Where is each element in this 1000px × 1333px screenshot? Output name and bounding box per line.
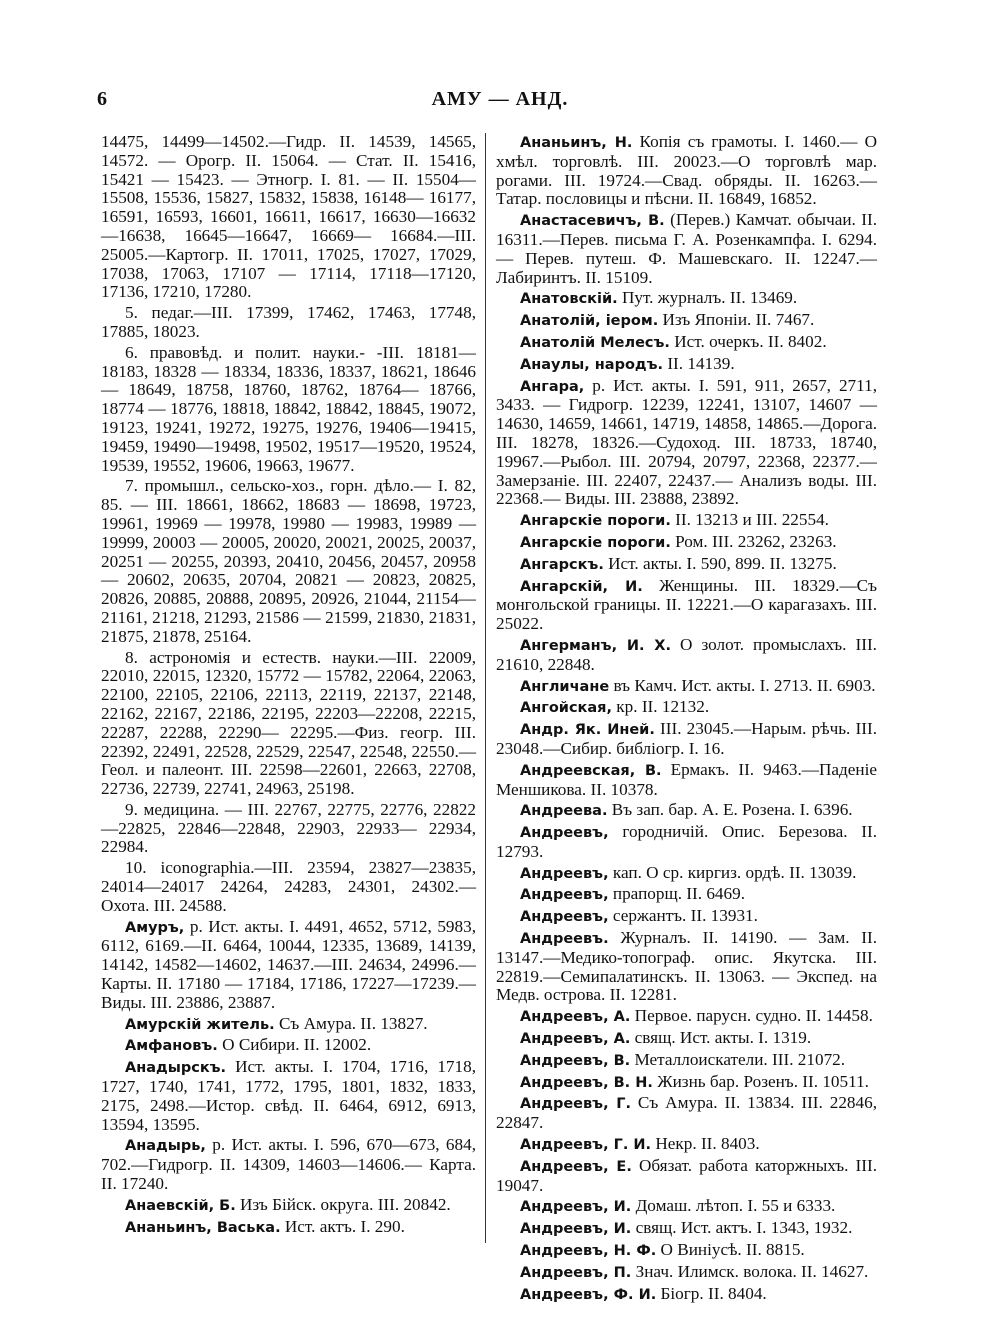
index-entry (496, 311, 877, 331)
entry-text: Ист. актъ. I. 290. (280, 1216, 405, 1236)
index-entry (101, 918, 476, 1013)
entry-text: Жизнь бар. Розенъ. II. 10511. (652, 1071, 869, 1091)
entry-text: въ Камч. Ист. акты. I. 2713. II. 6903. (609, 675, 876, 695)
entry-text: 7. промышл., сельско-хоз., горн. дѣло.— I. 82, 85. — III. 18661, 18662, 18683 — 18698, 19723, 19961, 19969 — 19978, 19980 — 19983, 19989 — 19999, 20003 — 20005, 20020, 20021, 20025, 20037, 20251 — 20255, 20393, 20410, 20456, 20457, 20958 — 20602, 20635, 20704, 20821 — 20823, 20825, 20826, 20885, 20888, 20895, 20926, 21044, 21154—21161, 21218, 21293, 21586 — 21599, 21830, 21831, 21875, 21878, 25164. (101, 476, 476, 646)
entry-headword: Анатолій Мелесъ. (520, 334, 670, 351)
index-entry (496, 211, 877, 287)
index-entry (101, 649, 476, 799)
entry-text: Изъ Японіи. II. 7467. (658, 310, 815, 330)
entry-headword: Андреевъ, Ф. И. (520, 1286, 657, 1303)
entry-headword: Амфановъ. (125, 1038, 218, 1055)
entry-headword: Андреевъ, А. (520, 1031, 631, 1048)
column-divider (485, 133, 486, 1243)
entry-text: Женщины. III. 18329.—Съ монгольской границы. II. 12221.—О карагазахъ. III. 25022. (496, 575, 877, 634)
entry-headword: Андреевская, В. (520, 762, 662, 779)
entry-text: свящ. Ист. актъ. I. 1343, 1932. (631, 1218, 853, 1238)
index-entry (496, 577, 877, 634)
index-entry (101, 1015, 476, 1035)
entry-text: О золот. промыслахъ. III. 21610, 22848. (496, 634, 877, 674)
index-entry (496, 1051, 877, 1071)
index-entry (496, 907, 877, 927)
entry-text: Изъ Бійск. округа. III. 20842. (235, 1194, 451, 1214)
entry-text: II. 14139. (663, 353, 735, 373)
index-entry (496, 761, 877, 800)
entry-text: Журналъ. II. 14190. — Зам. II. 13147.—Медико-топограф. опис. Якутска. III. 22819.—Семипалатинскъ. II. 13063. — Экспед. на Медв. острова. II. 12281. (496, 928, 877, 1005)
entry-text: О Сибири. II. 12002. (217, 1035, 372, 1055)
entry-text: кап. О ср. киргиз. ордѣ. II. 13039. (608, 862, 857, 882)
entry-text: р. Ист. акты. I. 4491, 4652, 5712, 5983, 6112, 6169.—II. 6464, 10044, 12335, 13689, 14139, 14142, 14582—14602, 14637.—III. 24634, 24996.—Карты. II. 17180 — 17184, 17186, 17227—17239.—Виды. III. 23886, 23887. (101, 916, 476, 1012)
entry-headword: Анатолій, іером. (520, 313, 659, 330)
index-entry (496, 864, 877, 884)
entry-headword: Ангерманъ, И. Х. (520, 637, 671, 654)
entry-text: свящ. Ист. акты. I. 1319. (630, 1028, 812, 1048)
entry-headword: Анадырскъ. (125, 1060, 227, 1077)
entry-text: III. 23045.—Нарым. рѣчь. III. 23048.—Сибир. библіогр. I. 16. (496, 719, 877, 758)
index-entry (496, 1157, 877, 1196)
index-entry (496, 1094, 877, 1133)
index-entry (496, 1135, 877, 1155)
index-entry (496, 1197, 877, 1217)
index-entry (496, 1241, 877, 1261)
entry-headword: Андреева. (520, 803, 608, 820)
index-entry (496, 355, 877, 375)
index-entry (101, 344, 476, 476)
index-entry (496, 823, 877, 862)
index-entry (496, 677, 877, 697)
entry-headword: Ангарскіе пороги. (520, 534, 671, 551)
entry-text: Біогр. II. 8404. (656, 1283, 767, 1303)
entry-headword: Андр. Як. Иней. (520, 722, 655, 739)
entry-text: р. Ист. акты. I. 591, 911, 2657, 2711, 3433. — Гидрогр. 12239, 12241, 13107, 14607 — 14630, 14659, 14661, 14719, 14858, 14865.—Дорога. III. 18278, 18326.—Судоход. III. 18733, 18740, 19967.—Рыбол. III. 20794, 20797, 22368, 22377.—Замерзаніе. III. 22407, 22437.— Анализъ воды. III. 22368.— Виды. III. 23888, 23892. (496, 375, 877, 509)
entry-headword: Андреевъ, Н. Ф. (520, 1243, 657, 1260)
left-column (101, 133, 476, 1239)
entry-headword: Андреевъ, Е. (520, 1158, 632, 1175)
index-entry (496, 636, 877, 675)
index-entry (101, 477, 476, 646)
entry-text: II. 13213 и III. 22554. (670, 510, 829, 530)
entry-text: 6. правовѣд. и полит. науки.- -III. 18181— 18183, 18328 — 18334, 18336, 18337, 18621, 18646 — 18649, 18758, 18760, 18762, 18764— 18766, 18774 — 18776, 18818, 18842, 18842, 18845, 19072, 19123, 19241, 19272, 19275, 19276, 19406—19415, 19459, 19490—19498, 19502, 19517—19520, 19524, 19539, 19552, 19606, 19663, 19677. (101, 342, 476, 475)
index-entry (496, 698, 877, 718)
index-entry (496, 929, 877, 1005)
right-column (496, 133, 877, 1306)
index-entry (496, 1285, 877, 1305)
entry-headword: Ангойская, (520, 700, 612, 717)
entry-headword: Андреевъ, Г. И. (520, 1137, 652, 1154)
entry-text: Знач. Илимск. волока. II. 14627. (631, 1261, 869, 1281)
entry-headword: Андреевъ, В. (520, 1052, 631, 1069)
index-entry (101, 133, 476, 302)
entry-headword: Англичане (520, 678, 610, 695)
entry-headword: Андреевъ, (520, 909, 609, 926)
entry-text: Обязат. работа каторжныхъ. III. 19047. (496, 1155, 877, 1195)
entry-text: Ром. III. 23262, 23263. (670, 531, 837, 551)
entry-text: 5. педаг.—III. 17399, 17462, 17463, 17748, 17885, 18023. (101, 303, 476, 341)
entry-headword: Амурскій житель. (125, 1016, 275, 1033)
entry-text: О Виніусѣ. II. 8815. (656, 1240, 805, 1260)
entry-headword: Андреевъ, А. (520, 1009, 631, 1026)
index-entry (496, 511, 877, 531)
entry-headword: Ананьинъ, Н. (520, 135, 633, 151)
entry-headword: Ангарскъ. (520, 556, 604, 573)
entry-text: Ермакъ. II. 9463.—Паденіе Меншикова. II. 10378. (496, 759, 878, 799)
index-entry (101, 1036, 476, 1056)
index-entry (101, 304, 476, 342)
entry-headword: Андреевъ, В. Н. (520, 1074, 653, 1091)
index-entry (496, 289, 877, 309)
index-entry (101, 1218, 476, 1238)
entry-text: Съ Амура. II. 13834. III. 22846, 22847. (496, 1093, 878, 1133)
entry-text: Некр. II. 8403. (651, 1134, 760, 1154)
entry-headword: Анатовскій. (520, 291, 618, 308)
index-entry (496, 1263, 877, 1283)
entry-headword: Ананьинъ, Васька. (125, 1219, 281, 1236)
entry-headword: Анастасевичъ, В. (520, 213, 665, 230)
entry-text: Ист. акты. I. 590, 899. II. 13275. (603, 553, 837, 573)
index-entry (101, 1136, 476, 1193)
entry-text: Въ зап. бар. А. Е. Розена. I. 6396. (607, 800, 853, 820)
index-entry (496, 533, 877, 553)
index-entry (496, 333, 877, 353)
entry-headword: Анадырь, (125, 1138, 206, 1155)
entry-text: городничій. Опис. Березова. II. 12793. (496, 822, 877, 861)
entry-headword: Андреевъ, (520, 865, 609, 882)
entry-text: р. Ист. акты. I. 596, 670—673, 684, 702.—Гидрогр. II. 14309, 14603—14606.— Карта. II. 17240. (101, 1135, 476, 1194)
entry-headword: Андреевъ, И. (520, 1199, 632, 1216)
entry-text: Съ Амура. II. 13827. (274, 1013, 428, 1033)
entry-text: Ист. акты. I. 1704, 1716, 1718, 1727, 1740, 1741, 1772, 1795, 1801, 1832, 1833, 2175, 2498.—Истор. свѣд. II. 6464, 6912, 6913, 13594, 13595. (101, 1057, 476, 1134)
index-entry (496, 1029, 877, 1049)
entry-text: 9. медицина. — III. 22767, 22775, 22776, 22822—22825, 22846—22848, 22903, 22933— 22934, 22984. (101, 799, 476, 857)
index-entry (101, 1196, 476, 1216)
entry-headword: Андреевъ, П. (520, 1264, 632, 1281)
index-entry (496, 555, 877, 575)
entry-text: Первое. парусн. судно. II. 14458. (630, 1006, 873, 1026)
running-title: АМУ — АНД. (431, 88, 569, 110)
entry-text: 14475, 14499—14502.—Гидр. II. 14539, 14565, 14572. — Орогр. II. 15064. — Стат. II. 15416, 15421 — 15423. — Этногр. I. 81. — II. 15504— 15508, 15536, 15827, 15832, 15838, 16148— 16177, 16591, 16593, 16601, 16611, 16617, 16630—16632—16638, 16645—16647, 16669— 16684.—III. 25005.—Картогр. II. 17011, 17025, 17027, 17029, 17038, 17063, 17107 — 17114, 17118—17120, 17136, 17210, 17280. (101, 132, 476, 302)
entry-text: прапорщ. II. 6469. (608, 884, 746, 904)
entry-text: (Перев.) Камчат. обычаи. II. 16311.—Перев. письма Г. А. Розенкампфа. I. 6294. — Перев. путеш. Ф. Машевскаго. II. 12247.—Лабиринтъ. II. 15109. (496, 210, 878, 287)
entry-headword: Андреевъ, И. (520, 1221, 632, 1238)
index-entry (496, 801, 877, 821)
index-entry (496, 1007, 877, 1027)
index-entry (496, 1219, 877, 1239)
entry-text: 8. астрономія и естеств. науки.—III. 22009, 22010, 22015, 12320, 15772 — 15782, 22064, 22063, 22100, 22105, 22106, 22113, 22119, 22137, 22148, 22162, 22167, 22186, 22195, 22203—22208, 22215, 22287, 22288, 22290— 22295.—Физ. геогр. III. 22392, 22491, 22528, 22529, 22547, 22548, 22550.—Геол. и палеонт. III. 22598—22601, 22663, 22708, 22736, 22739, 22741, 24963, 25198. (101, 647, 476, 799)
entry-headword: Ангара, (520, 378, 585, 395)
entry-text: Металлоискатели. III. 21072. (630, 1049, 846, 1069)
entry-headword: Андреевъ, (520, 825, 609, 842)
entry-text: сержантъ. II. 13931. (608, 906, 758, 926)
entry-text: 10. iconographia.—III. 23594, 23827—23835, 24014—24017 24264, 24283, 24301, 24302.— Охота. III. 24588. (101, 858, 476, 915)
index-entry (101, 801, 476, 857)
index-entry (496, 133, 877, 209)
index-entry (496, 885, 877, 905)
index-entry (496, 377, 877, 510)
entry-text: Копія съ грамоты. I. 1460.— О хмѣл. торговлѣ. III. 20023.—О торговлѣ мар. рогами. III. 19724.—Свад. обряды. II. 16263.— Татар. пословицы и пѣсни. II. 16849, 16852. (496, 132, 877, 209)
page-number: 6 (97, 88, 107, 110)
entry-headword: Ангарскіе пороги. (520, 513, 671, 530)
index-entry (101, 1058, 476, 1134)
entry-headword: Андреевъ, (520, 887, 609, 904)
index-entry (496, 1073, 877, 1093)
entry-headword: Андреевъ, Г. (520, 1096, 631, 1113)
entry-text: кр. II. 12132. (611, 697, 710, 717)
entry-headword: Амуръ, (125, 919, 185, 936)
entry-headword: Ангарскій, И. (520, 578, 643, 595)
entry-text: Ист. очеркъ. II. 8402. (669, 331, 827, 351)
entry-text: Домаш. лѣтоп. I. 55 и 6333. (631, 1196, 836, 1216)
entry-headword: Андреевъ. (520, 931, 609, 948)
entry-headword: Анаулы, народъ. (520, 356, 664, 373)
index-entry (101, 859, 476, 915)
entry-headword: Анаевскій, Б. (125, 1197, 236, 1214)
index-entry (496, 720, 877, 759)
entry-text: Пут. журналъ. II. 13469. (617, 288, 798, 308)
